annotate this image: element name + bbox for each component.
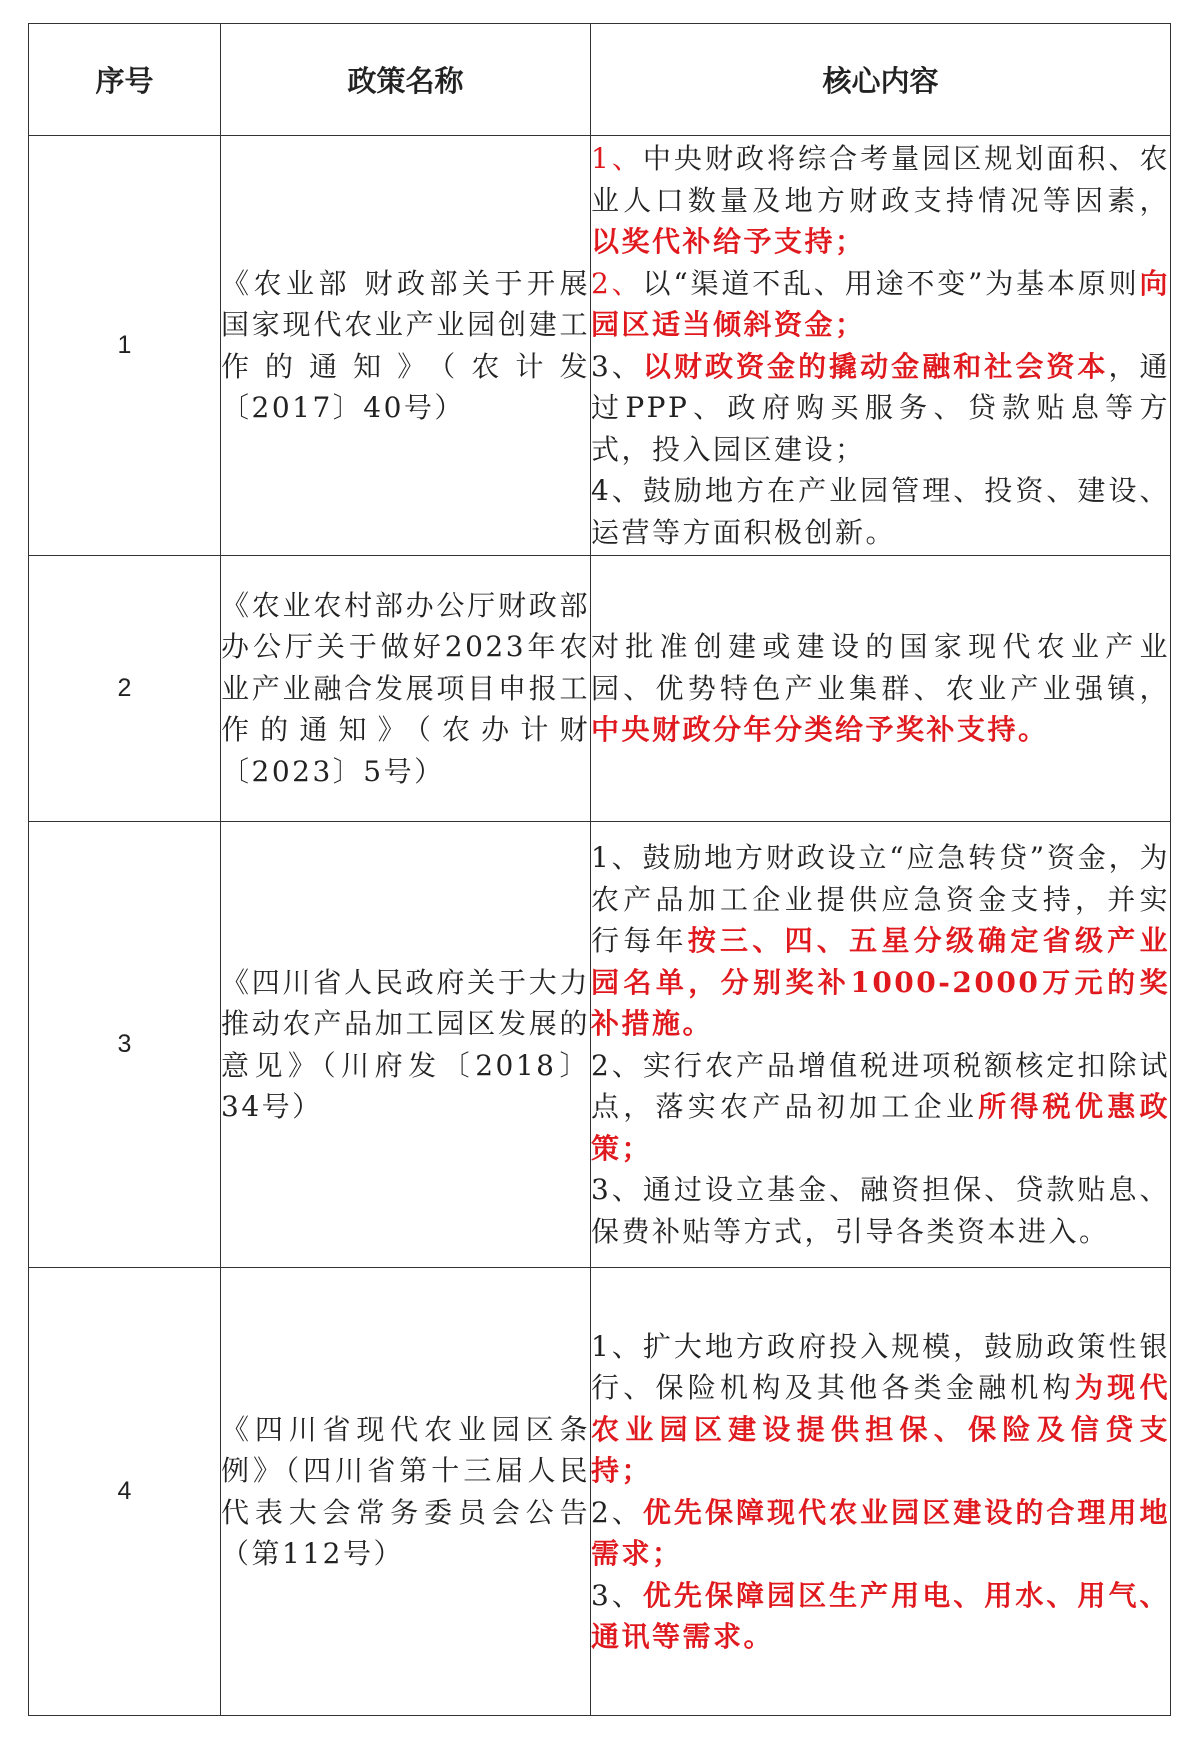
policy-name: 《农业农村部办公厅财政部办公厅关于做好2023年农业产业融合发展项目申报工作的通知》（农办计财〔2023〕5号） [221, 556, 591, 822]
content-text: 1、扩大地方政府投入规模，鼓励政策性银行、保险机构及其他各类金融机构 [591, 1329, 1170, 1404]
content-text: 4、鼓励地方在产业园管理、投资、建设、运营等方面积极创新。 [591, 474, 1170, 549]
content-text: 2、实行农产品增值税进项税额核定扣除试点，落实农产品初加工企业 [591, 1048, 1170, 1123]
core-content [591, 556, 1171, 822]
highlighted-text: 按三、四、五星分级确定省级产业园名单，分别奖补1000-2000万元的奖补措施。 [591, 924, 1170, 1040]
table-row [29, 1268, 1171, 1716]
table-row [29, 556, 1171, 822]
row-index: 4 [29, 1268, 221, 1716]
content-text: 2、 [591, 1495, 643, 1529]
core-content [591, 136, 1171, 556]
highlighted-text: 以财政资金的撬动金融和社会资本 [642, 349, 1109, 383]
core-content-item [591, 1326, 1170, 1492]
content-text: 3、通过设立基金、融资担保、贷款贴息、保费补贴等方式，引导各类资本进入。 [591, 1173, 1170, 1248]
table-row [29, 822, 1171, 1268]
core-content-item [591, 263, 1170, 346]
highlighted-text: 所得税优惠政策； [591, 1090, 1170, 1165]
row-index: 1 [29, 136, 221, 556]
highlighted-text: 中央财政分年分类给予奖补支持。 [591, 713, 1049, 747]
content-text: 3、 [591, 349, 643, 383]
table-header-row [29, 24, 1171, 136]
content-text: 对批准创建或建设的国家现代农业产业园、优势特色产业集群、农业产业强镇， [591, 630, 1170, 705]
highlighted-text: 优先保障园区生产用电、用水、用气、通讯等需求。 [591, 1578, 1170, 1653]
core-content-item [591, 1575, 1170, 1658]
table-row [29, 136, 1171, 556]
content-text: 以“渠道不乱、用途不变”为基本原则 [642, 266, 1140, 300]
header-index: 序号 [29, 24, 221, 136]
core-content-item [591, 626, 1170, 751]
content-text: ，通过PPP、政府购买服务、贷款贴息等方式，投入园区建设； [591, 349, 1170, 466]
core-content-item [591, 470, 1170, 553]
highlighted-text: 以奖代补给予支持； [591, 225, 866, 258]
policy-name: 《农业部 财政部关于开展国家现代农业产业园创建工作的通知》（农计发〔2017〕40号） [221, 136, 591, 556]
core-content-item [591, 837, 1170, 1045]
row-index: 2 [29, 556, 221, 822]
policy-name: 《四川省人民政府关于大力推动农产品加工园区发展的意见》（川府发〔2018〕34号） [221, 822, 591, 1268]
core-content-item [591, 1492, 1170, 1575]
header-core-content: 核心内容 [591, 24, 1171, 136]
content-text: 1、 [591, 142, 643, 175]
policy-name: 《四川省现代农业园区条例》（四川省第十三届人民代表大会常务委员会公告（第112号） [221, 1268, 591, 1716]
core-content-item [591, 346, 1170, 471]
core-content [591, 1268, 1171, 1716]
core-content [591, 822, 1171, 1268]
content-text: 中央财政将综合考量园区规划面积、农业人口数量及地方财政支持情况等因素， [591, 142, 1170, 217]
policy-table [28, 23, 1171, 1716]
row-index: 3 [29, 822, 221, 1268]
header-policy-name: 政策名称 [221, 24, 591, 136]
core-content-item [591, 1169, 1170, 1252]
content-text: 2、 [591, 266, 643, 300]
highlighted-text: 为现代农业园区建设提供担保、保险及信贷支持； [591, 1371, 1170, 1487]
core-content-item [591, 1045, 1170, 1170]
core-content-item [591, 138, 1170, 263]
highlighted-text: 向园区适当倾斜资金； [591, 266, 1170, 341]
content-text: 3、 [591, 1578, 643, 1612]
highlighted-text: 优先保障现代农业园区建设的合理用地需求； [591, 1495, 1170, 1570]
content-text: 1、鼓励地方财政设立“应急转贷”资金，为农产品加工企业提供应急资金支持，并实行每年 [591, 841, 1170, 957]
